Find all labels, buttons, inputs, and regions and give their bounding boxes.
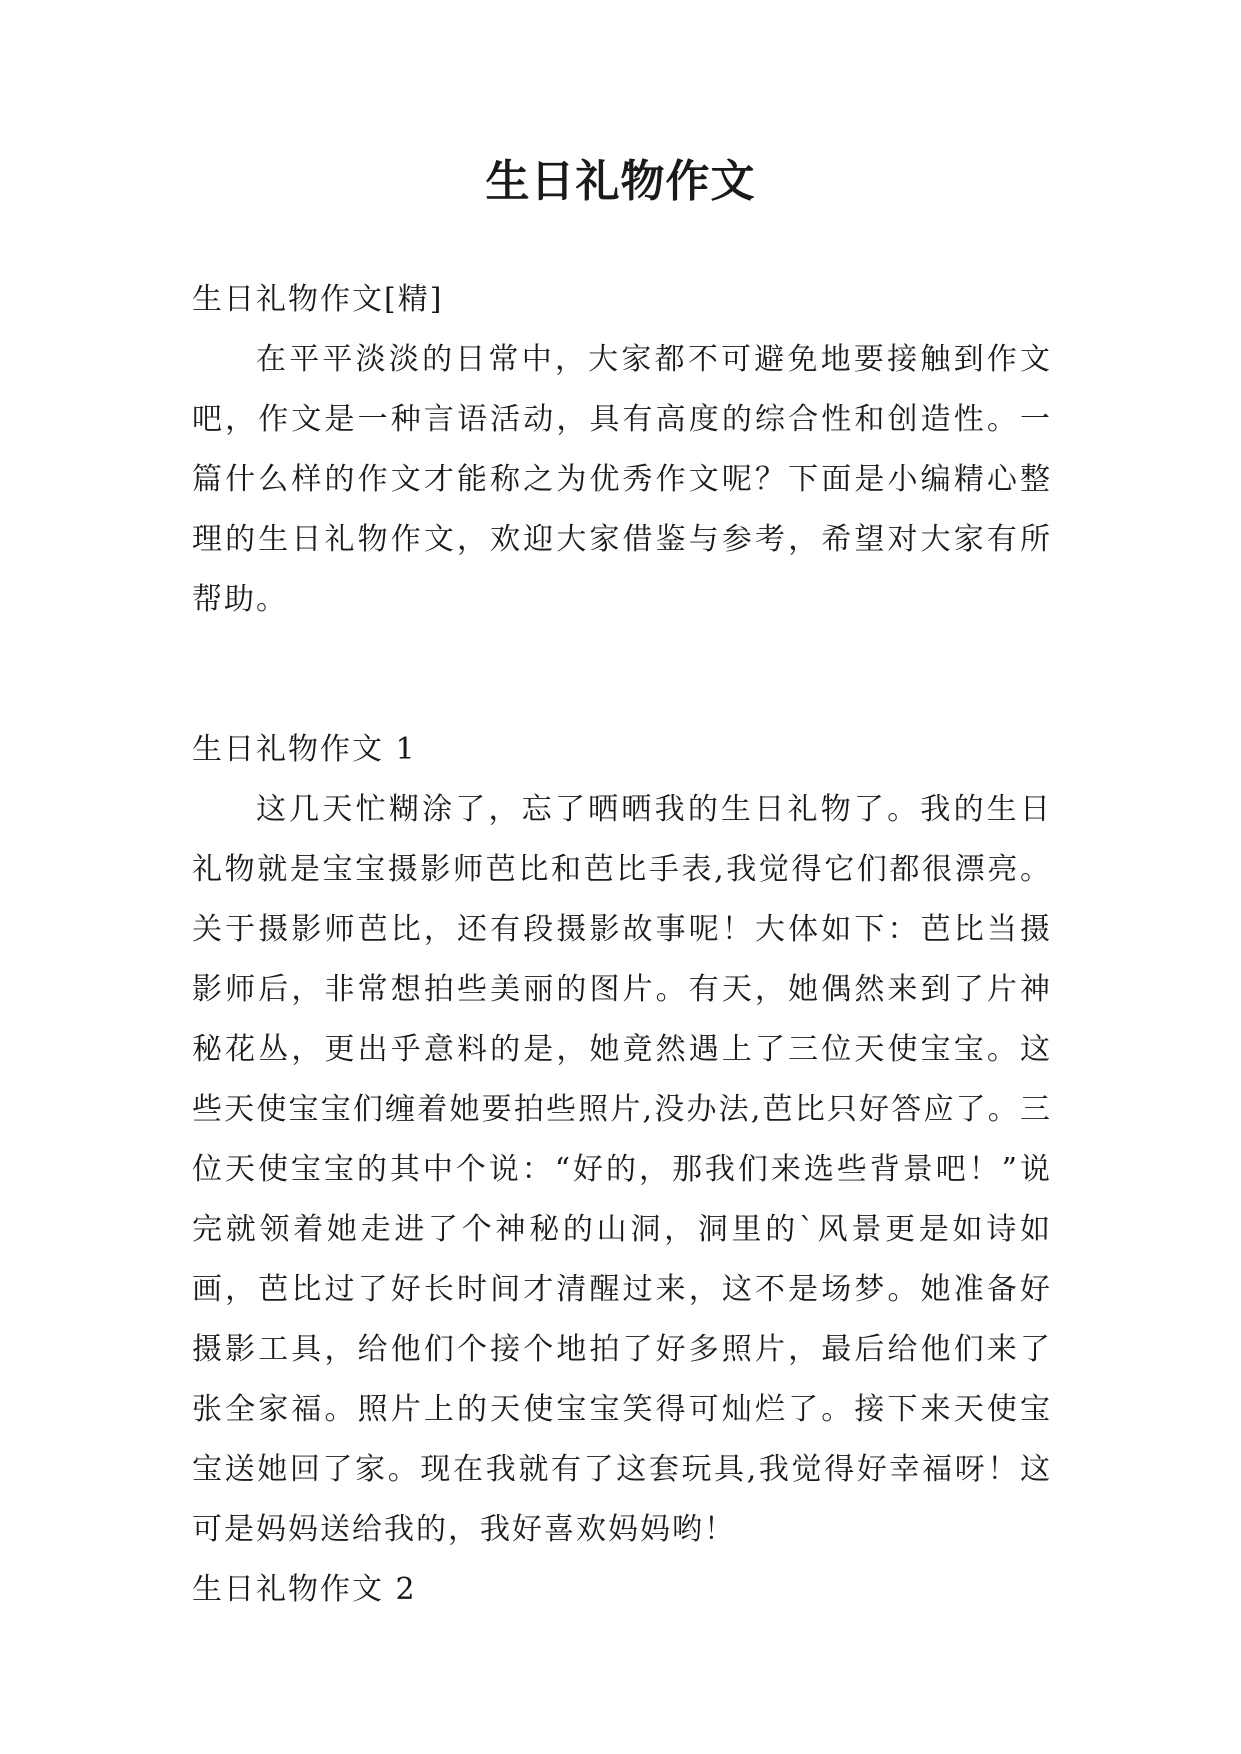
intro-paragraph: 在平平淡淡的日常中，大家都不可避免地要接触到作文吧，作文是一种言语活动，具有高度的综合性和创造性。一篇什么样的作文才能称之为优秀作文呢？下面是小编精心整理的生日礼物作文，欢迎大家借鉴与参考，希望对大家有所帮助。 <box>192 342 1052 617</box>
document-body <box>192 270 1052 1620</box>
section-gap <box>192 630 1052 720</box>
section-heading-2: 生日礼物作文 2 <box>192 1572 417 1607</box>
section-heading-1: 生日礼物作文 1 <box>192 732 417 767</box>
document-subtitle: 生日礼物作文[精] <box>192 282 444 317</box>
section-paragraph-1: 这几天忙糊涂了，忘了晒晒我的生日礼物了。我的生日礼物就是宝宝摄影师芭比和芭比手表,我觉得它们都很漂亮。关于摄影师芭比，还有段摄影故事呢！大体如下：芭比当摄影师后，非常想拍些美丽的图片。有天，她偶然来到了片神秘花丛，更出乎意料的是，她竟然遇上了三位天使宝宝。这些天使宝宝们缠着她要拍些照片,没办法,芭比只好答应了。三位天使宝宝的其中个说：“好的，那我们来选些背景吧！”说完就领着她走进了个神秘的山洞，洞里的`风景更是如诗如画，芭比过了好长时间才清醒过来，这不是场梦。她准备好摄影工具，给他们个接个地拍了好多照片，最后给他们来了张全家福。照片上的天使宝宝笑得可灿烂了。接下来天使宝宝送她回了家。现在我就有了这套玩具,我觉得好幸福呀！这可是妈妈送给我的，我好喜欢妈妈哟！ <box>192 792 1052 1547</box>
document-title: 生日礼物作文 <box>485 156 756 207</box>
